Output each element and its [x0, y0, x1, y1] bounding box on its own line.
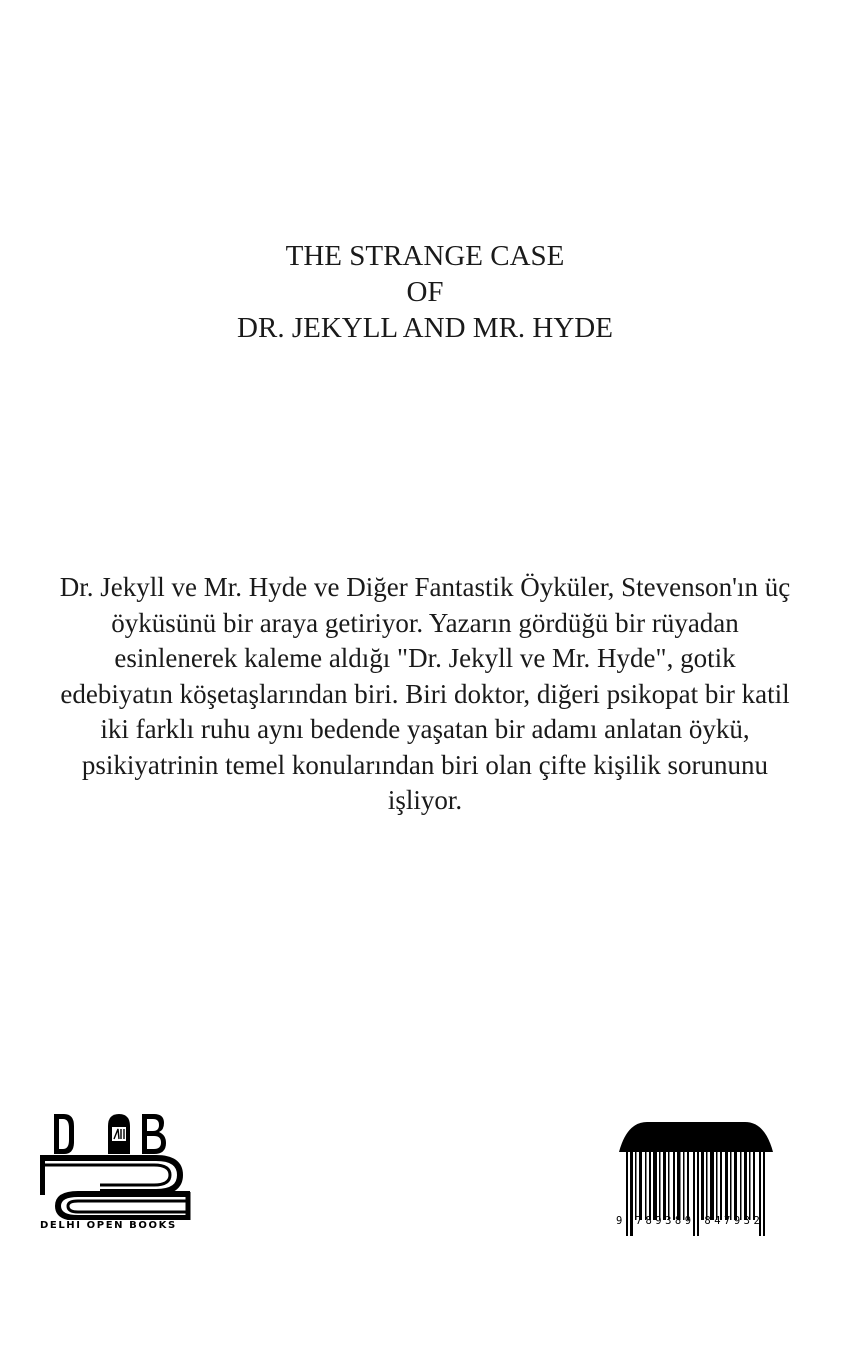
blurb-line: öyküsünü bir araya getiriyor. Yazarın gördüğü bir rüyadan	[111, 607, 739, 638]
back-cover-blurb	[20, 570, 830, 819]
blurb-line: edebiyatın köşetaşlarından biri. Biri doktor, diğeri psikopat bir katil	[60, 678, 790, 709]
blurb-line: iki farklı ruhu aynı bedende yaşatan bir adamı anlatan öykü,	[100, 714, 750, 744]
book-title	[0, 238, 850, 346]
title-line-3: DR. JEKYLL AND MR. HYDE	[237, 312, 613, 344]
publisher-logo	[40, 1112, 192, 1234]
blurb-line: esinlenerek kaleme aldığı "Dr. Jekyll ve Mr. Hyde", gotik	[114, 643, 736, 673]
isbn-number: 9 789389 847932	[616, 1215, 764, 1227]
blurb-line: Dr. Jekyll ve Mr. Hyde ve Diğer Fantastik Öyküler, Stevenson'ın üç	[59, 572, 791, 602]
blurb-line: işliyor.	[387, 785, 463, 815]
stacked-books-logo-icon	[40, 1112, 192, 1220]
publisher-name: DELHI OPEN BOOKS	[40, 1220, 177, 1231]
title-line-1: THE STRANGE CASE	[285, 240, 565, 272]
blurb-line: psikiyatrinin temel konularından biri olan çifte kişilik sorununu	[81, 749, 769, 780]
title-line-2: OF	[406, 276, 444, 308]
